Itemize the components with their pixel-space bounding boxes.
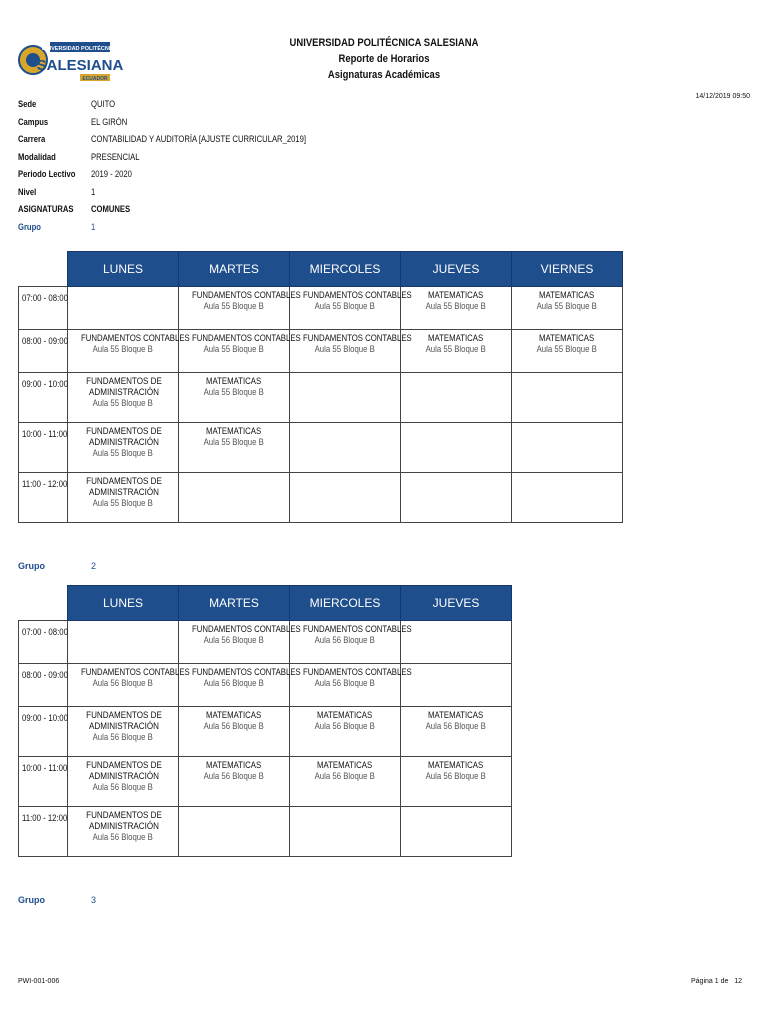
subject-name	[402, 710, 510, 721]
info-value: COMUNES	[91, 204, 131, 214]
subject-name	[69, 426, 177, 448]
time-slot	[19, 807, 68, 857]
subject-text: FUNDAMENTOS CONTABLES	[191, 333, 301, 344]
day-header: MIERCOLES	[290, 586, 401, 621]
schedule-cell	[290, 757, 401, 807]
time-slot-text: 10:00 - 11:00	[22, 763, 68, 774]
schedule-cell	[401, 807, 512, 857]
subject-name	[69, 333, 190, 344]
subject-text: MATEMATICAS	[539, 290, 595, 301]
report-date: 14/12/2019 09:50	[695, 93, 750, 100]
schedule-cell	[512, 473, 623, 523]
room-name	[180, 387, 288, 398]
room-name	[69, 498, 177, 509]
subject-name	[180, 290, 301, 301]
subject-text: FUNDAMENTOS CONTABLES	[302, 667, 412, 678]
schedule-cell	[290, 287, 412, 330]
subject-name	[513, 333, 621, 344]
room-name	[69, 448, 177, 459]
schedule-cell	[179, 707, 290, 757]
day-header: JUEVES	[401, 586, 512, 621]
form-code: PWI-001-006	[18, 978, 60, 985]
schedule-cell	[401, 287, 512, 330]
room-name	[513, 344, 621, 355]
report-subtitle: Asignaturas Académicas	[327, 69, 441, 81]
schedule-cell	[68, 707, 179, 757]
subject-text: MATEMATICAS	[206, 426, 262, 437]
schedule-cell	[68, 473, 179, 523]
schedule-cell	[179, 807, 290, 857]
room-text: Aula 55 Bloque B	[425, 301, 487, 312]
room-text: Aula 56 Bloque B	[314, 771, 376, 782]
room-name	[402, 301, 510, 312]
room-text: Aula 56 Bloque B	[92, 782, 154, 793]
time-slot-text: 08:00 - 09:00	[22, 670, 68, 681]
day-header: MIERCOLES	[290, 252, 401, 287]
subject-text: MATEMATICAS	[428, 760, 484, 771]
room-name	[402, 344, 510, 355]
room-name	[69, 732, 177, 743]
schedule-cell	[68, 757, 179, 807]
schedule-cell	[68, 373, 179, 423]
corner-cell	[19, 252, 68, 287]
room-name	[69, 398, 177, 409]
day-header: MARTES	[179, 252, 290, 287]
room-text: Aula 55 Bloque B	[536, 301, 598, 312]
room-name	[402, 721, 510, 732]
schedule-cell	[290, 807, 401, 857]
time-slot-text: 07:00 - 08:00	[22, 293, 68, 304]
schedule-cell	[179, 330, 301, 373]
table-row	[19, 707, 512, 757]
subject-name	[180, 333, 301, 344]
subject-text: FUNDAMENTOS DE ADMINISTRACIÓN	[86, 710, 162, 732]
table-row	[19, 473, 623, 523]
schedule-cell	[68, 330, 190, 373]
schedule-cell	[68, 621, 179, 664]
subject-text: FUNDAMENTOS CONTABLES	[191, 624, 301, 635]
subject-name	[69, 667, 190, 678]
schedule-cell	[290, 373, 401, 423]
schedule-cell	[512, 287, 623, 330]
time-slot-text: 08:00 - 09:00	[22, 336, 68, 347]
info-value: EL GIRÓN	[91, 116, 128, 127]
room-name	[291, 678, 399, 689]
subject-name	[291, 624, 412, 635]
page-label: Página 1 de	[690, 978, 729, 985]
subject-text: FUNDAMENTOS DE ADMINISTRACIÓN	[86, 426, 162, 448]
schedule-cell	[179, 473, 290, 523]
day-header: LUNES	[68, 586, 179, 621]
subject-text: MATEMATICAS	[206, 760, 262, 771]
room-name	[513, 301, 621, 312]
day-header: VIERNES	[512, 252, 623, 287]
subject-text: MATEMATICAS	[206, 710, 262, 721]
room-name	[180, 678, 288, 689]
subject-text: FUNDAMENTOS CONTABLES	[302, 624, 412, 635]
room-text: Aula 56 Bloque B	[92, 678, 154, 689]
time-slot	[19, 423, 68, 473]
schedule-table	[18, 585, 512, 857]
room-text: Aula 56 Bloque B	[92, 832, 154, 843]
schedule-cell	[290, 330, 412, 373]
info-label: Grupo	[18, 221, 41, 232]
room-text: Aula 56 Bloque B	[203, 635, 265, 646]
schedule-cell	[179, 621, 301, 664]
room-text: Aula 55 Bloque B	[203, 301, 265, 312]
time-slot-text: 09:00 - 10:00	[22, 379, 68, 390]
subject-text: FUNDAMENTOS DE ADMINISTRACIÓN	[86, 476, 162, 498]
group-label	[18, 561, 96, 571]
time-slot	[19, 373, 68, 423]
schedule-cell	[401, 473, 512, 523]
info-label: Sede	[18, 99, 37, 109]
info-value: QUITO	[91, 99, 116, 109]
subject-name	[69, 376, 177, 398]
room-text: Aula 56 Bloque B	[425, 721, 487, 732]
subject-name	[291, 290, 412, 301]
time-slot	[19, 330, 68, 373]
info-label: Carrera	[18, 134, 46, 144]
subject-name	[69, 760, 177, 782]
room-name	[402, 771, 510, 782]
subject-name	[180, 624, 301, 635]
schedule-table	[18, 251, 623, 523]
room-text: Aula 55 Bloque B	[314, 301, 376, 312]
subject-name	[291, 667, 412, 678]
table-row	[19, 373, 623, 423]
subject-text: FUNDAMENTOS DE ADMINISTRACIÓN	[86, 376, 162, 398]
info-label: Nivel	[18, 186, 37, 197]
subject-name	[291, 710, 399, 721]
subject-name	[291, 333, 412, 344]
time-slot-text: 09:00 - 10:00	[22, 713, 68, 724]
room-name	[69, 782, 177, 793]
info-label: Modalidad	[18, 151, 56, 162]
room-name	[69, 832, 177, 843]
subject-text: MATEMATICAS	[428, 290, 484, 301]
room-text: Aula 55 Bloque B	[203, 437, 265, 448]
page-total: 12	[734, 978, 742, 985]
room-name	[180, 721, 288, 732]
subject-text: FUNDAMENTOS CONTABLES	[302, 333, 412, 344]
group-label	[18, 895, 96, 905]
room-name	[180, 344, 288, 355]
room-text: Aula 55 Bloque B	[92, 448, 154, 459]
page-counter	[691, 978, 742, 985]
subject-text: FUNDAMENTOS CONTABLES	[80, 667, 190, 678]
room-text: Aula 56 Bloque B	[92, 732, 154, 743]
group-number: 2	[91, 561, 97, 571]
time-slot	[19, 757, 68, 807]
subject-text: FUNDAMENTOS DE ADMINISTRACIÓN	[86, 760, 162, 782]
table-row	[19, 621, 512, 664]
subject-name	[180, 667, 301, 678]
schedule-cell	[401, 757, 512, 807]
day-header: LUNES	[68, 252, 179, 287]
room-text: Aula 56 Bloque B	[203, 721, 265, 732]
info-value: CONTABILIDAD Y AUDITORÍA [AJUSTE CURRICULAR_2019]	[91, 134, 306, 144]
time-slot-text: 11:00 - 12:00	[22, 479, 68, 490]
schedule-cell	[512, 423, 623, 473]
room-text: Aula 55 Bloque B	[425, 344, 487, 355]
schedule-cell	[290, 621, 412, 664]
schedule-cell	[512, 330, 623, 373]
group-label-text: Grupo	[18, 561, 45, 571]
schedule-cell	[179, 373, 290, 423]
report-title: Reporte de Horarios	[338, 53, 430, 65]
schedule-cell	[68, 287, 179, 330]
schedule-cell	[401, 707, 512, 757]
table-row	[19, 664, 512, 707]
subject-text: MATEMATICAS	[539, 333, 595, 344]
room-text: Aula 55 Bloque B	[314, 344, 376, 355]
subject-name	[69, 810, 177, 832]
subject-name	[291, 760, 399, 771]
time-slot	[19, 473, 68, 523]
time-slot	[19, 664, 68, 707]
info-value: PRESENCIAL	[91, 151, 140, 162]
subject-name	[402, 290, 510, 301]
schedule-cell	[512, 373, 623, 423]
schedule-cell	[179, 757, 290, 807]
room-text: Aula 56 Bloque B	[314, 635, 376, 646]
schedule-cell	[401, 330, 512, 373]
info-value: 2019 - 2020	[91, 169, 132, 179]
subject-name	[402, 333, 510, 344]
header-row	[19, 252, 623, 287]
schedule-cell	[290, 707, 401, 757]
logo-line2: SALESIANA	[36, 57, 124, 74]
room-name	[291, 721, 399, 732]
schedule-cell	[401, 621, 512, 664]
corner-cell	[19, 586, 68, 621]
room-text: Aula 55 Bloque B	[92, 344, 154, 355]
info-label: Periodo Lectivo	[18, 169, 76, 179]
schedule-cell	[401, 423, 512, 473]
room-text: Aula 56 Bloque B	[314, 721, 376, 732]
schedule-cell	[179, 287, 301, 330]
schedule-cell	[68, 664, 190, 707]
room-name	[291, 635, 399, 646]
schedule-cell	[290, 423, 401, 473]
header-row	[19, 586, 512, 621]
info-value: 1	[91, 221, 96, 232]
group-label-text: Grupo	[18, 895, 45, 905]
report-header	[269, 35, 499, 83]
info-label: ASIGNATURAS	[18, 204, 74, 214]
schedule-cell	[179, 664, 301, 707]
room-text: Aula 55 Bloque B	[92, 498, 154, 509]
table-row	[19, 807, 512, 857]
room-text: Aula 55 Bloque B	[203, 344, 265, 355]
info-label: Campus	[18, 116, 49, 127]
room-text: Aula 55 Bloque B	[203, 387, 265, 398]
subject-name	[180, 760, 288, 771]
subject-text: MATEMATICAS	[317, 710, 373, 721]
subject-name	[402, 760, 510, 771]
subject-name	[69, 476, 177, 498]
subject-text: MATEMATICAS	[428, 333, 484, 344]
subject-text: FUNDAMENTOS CONTABLES	[80, 333, 190, 344]
logo-line1: UNIVERSIDAD POLITÉCNICA	[41, 46, 119, 52]
room-name	[180, 437, 288, 448]
subject-text: FUNDAMENTOS CONTABLES	[191, 667, 301, 678]
subject-name	[180, 426, 288, 437]
subject-name	[513, 290, 621, 301]
room-text: Aula 56 Bloque B	[203, 678, 265, 689]
table-row	[19, 287, 623, 330]
room-text: Aula 56 Bloque B	[314, 678, 376, 689]
room-name	[180, 771, 288, 782]
time-slot-text: 07:00 - 08:00	[22, 627, 68, 638]
table-row	[19, 423, 623, 473]
day-header: MARTES	[179, 586, 290, 621]
time-slot	[19, 287, 68, 330]
room-text: Aula 56 Bloque B	[425, 771, 487, 782]
room-text: Aula 55 Bloque B	[92, 398, 154, 409]
time-slot	[19, 621, 68, 664]
subject-text: MATEMATICAS	[206, 376, 262, 387]
subject-text: MATEMATICAS	[317, 760, 373, 771]
time-slot-text: 11:00 - 12:00	[22, 813, 68, 824]
university-logo	[18, 34, 124, 86]
room-name	[180, 301, 288, 312]
table-row	[19, 757, 512, 807]
schedule-cell	[68, 807, 179, 857]
room-name	[291, 301, 399, 312]
subject-text: FUNDAMENTOS CONTABLES	[302, 290, 412, 301]
table-row	[19, 330, 623, 373]
room-name	[291, 344, 399, 355]
room-text: Aula 56 Bloque B	[203, 771, 265, 782]
subject-name	[69, 710, 177, 732]
time-slot-text: 10:00 - 11:00	[22, 429, 68, 440]
day-header: JUEVES	[401, 252, 512, 287]
subject-name	[180, 710, 288, 721]
room-name	[69, 678, 177, 689]
schedule-cell	[401, 373, 512, 423]
room-name	[180, 635, 288, 646]
room-name	[69, 344, 177, 355]
time-slot	[19, 707, 68, 757]
subject-name	[180, 376, 288, 387]
schedule-cell	[401, 664, 512, 707]
group-number: 3	[91, 895, 97, 905]
schedule-cell	[68, 423, 179, 473]
schedule-cell	[179, 423, 290, 473]
room-text: Aula 55 Bloque B	[536, 344, 598, 355]
schedule-cell	[290, 473, 401, 523]
logo-line3: ECUADOR	[82, 76, 108, 82]
university-name: UNIVERSIDAD POLITÉCNICA SALESIANA	[289, 37, 479, 49]
subject-text: FUNDAMENTOS CONTABLES	[191, 290, 301, 301]
subject-text: MATEMATICAS	[428, 710, 484, 721]
schedule-cell	[290, 664, 412, 707]
subject-text: FUNDAMENTOS DE ADMINISTRACIÓN	[86, 810, 162, 832]
info-value: 1	[91, 186, 96, 197]
room-name	[291, 771, 399, 782]
